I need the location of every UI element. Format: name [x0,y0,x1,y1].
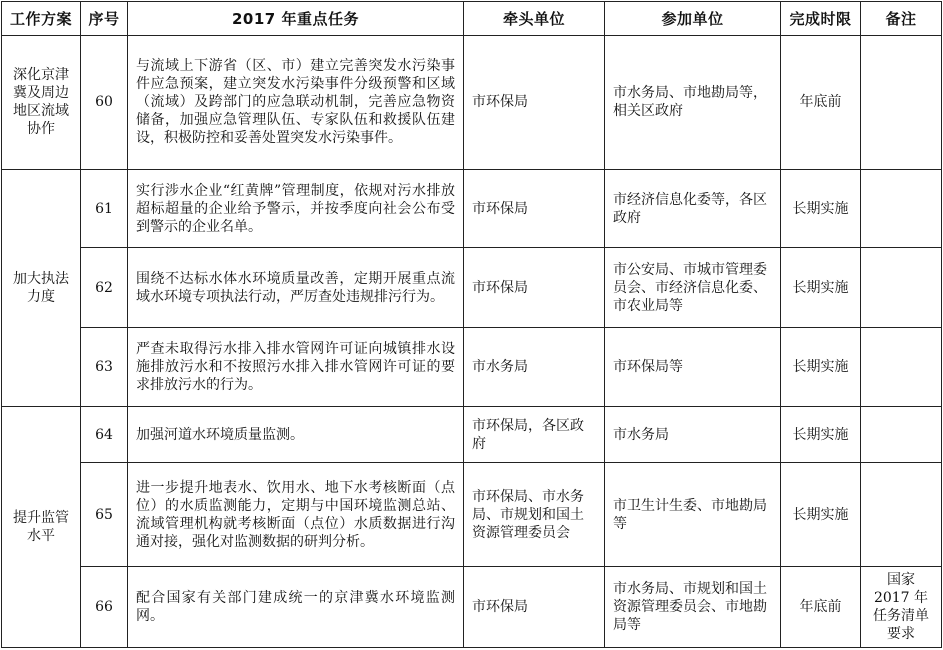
table-row [2,462,942,567]
row-number: 63 [81,327,128,407]
row-number: 62 [81,248,128,328]
plan-cell: 加大执法力度 [2,169,81,407]
header-num: 序号 [81,2,128,36]
plan-cell: 提升监管水平 [2,407,81,648]
participants-cell: 市卫生计生委、市地勘局等 [605,462,781,567]
table-row [2,36,942,170]
header-lead: 牵头单位 [464,2,605,36]
task-cell: 进一步提升地表水、饮用水、地下水考核断面（点位）的水质监测能力，定期与中国环境监测总站、流域管理机构就考核断面（点位）水质数据进行沟通对接，强化对监测数据的研判分析。 [128,462,464,567]
task-cell: 围绕不达标水体水环境质量改善，定期开展重点流域水环境专项执法行动，严厉查处违规排污行为。 [128,248,464,328]
lead-unit-cell: 市水务局 [464,327,605,407]
deadline-cell: 年底前 [781,567,861,648]
note-cell [861,327,942,407]
row-number: 65 [81,462,128,567]
header-row [2,2,942,36]
table-row [2,169,942,248]
participants-cell: 市水务局、市规划和国土资源管理委员会、市地勘局等 [605,567,781,648]
row-number: 60 [81,36,128,170]
lead-unit-cell: 市环保局 [464,567,605,648]
header-note: 备注 [861,2,942,36]
deadline-cell: 长期实施 [781,169,861,248]
note-cell [861,407,942,462]
header-plan: 工作方案 [2,2,81,36]
note-cell [861,248,942,328]
note-cell: 国家 2017 年任务清单要求 [861,567,942,648]
participants-cell: 市公安局、市城市管理委员会、市经济信息化委、市农业局等 [605,248,781,328]
header-deadline: 完成时限 [781,2,861,36]
lead-unit-cell: 市环保局 [464,36,605,170]
lead-unit-cell: 市环保局、市水务局、市规划和国土资源管理委员会 [464,462,605,567]
row-number: 61 [81,169,128,248]
plan-cell: 深化京津冀及周边地区流域协作 [2,36,81,170]
deadline-cell: 长期实施 [781,327,861,407]
header-participants: 参加单位 [605,2,781,36]
deadline-cell: 长期实施 [781,248,861,328]
participants-cell: 市经济信息化委等，各区政府 [605,169,781,248]
deadline-cell: 长期实施 [781,407,861,462]
task-cell: 配合国家有关部门建成统一的京津冀水环境监测网。 [128,567,464,648]
note-cell [861,462,942,567]
note-cell [861,36,942,170]
header-task: 2017 年重点任务 [128,2,464,36]
task-cell: 实行涉水企业“红黄牌”管理制度，依规对污水排放超标超量的企业给予警示，并按季度向社会公布受到警示的企业名单。 [128,169,464,248]
participants-cell: 市水务局 [605,407,781,462]
row-number: 66 [81,567,128,648]
table-row [2,248,942,328]
participants-cell: 市水务局、市地勘局等，相关区政府 [605,36,781,170]
row-number: 64 [81,407,128,462]
lead-unit-cell: 市环保局 [464,248,605,328]
table-row [2,407,942,462]
task-table [1,1,942,648]
task-cell: 严查未取得污水排入排水管网许可证向城镇排水设施排放污水和不按照污水排入排水管网许可证的要求排放污水的行为。 [128,327,464,407]
deadline-cell: 年底前 [781,36,861,170]
table-row [2,327,942,407]
task-cell: 与流域上下游省（区、市）建立完善突发水污染事件应急预案，建立突发水污染事件分级预警和区域（流域）及跨部门的应急联动机制，完善应急物资储备，加强应急管理队伍、专家队伍和救援队伍建设，积极防控和妥善处置突发水污染事件。 [128,36,464,170]
deadline-cell: 长期实施 [781,462,861,567]
lead-unit-cell: 市环保局，各区政府 [464,407,605,462]
participants-cell: 市环保局等 [605,327,781,407]
note-cell [861,169,942,248]
lead-unit-cell: 市环保局 [464,169,605,248]
task-cell: 加强河道水环境质量监测。 [128,407,464,462]
table-row [2,567,942,648]
